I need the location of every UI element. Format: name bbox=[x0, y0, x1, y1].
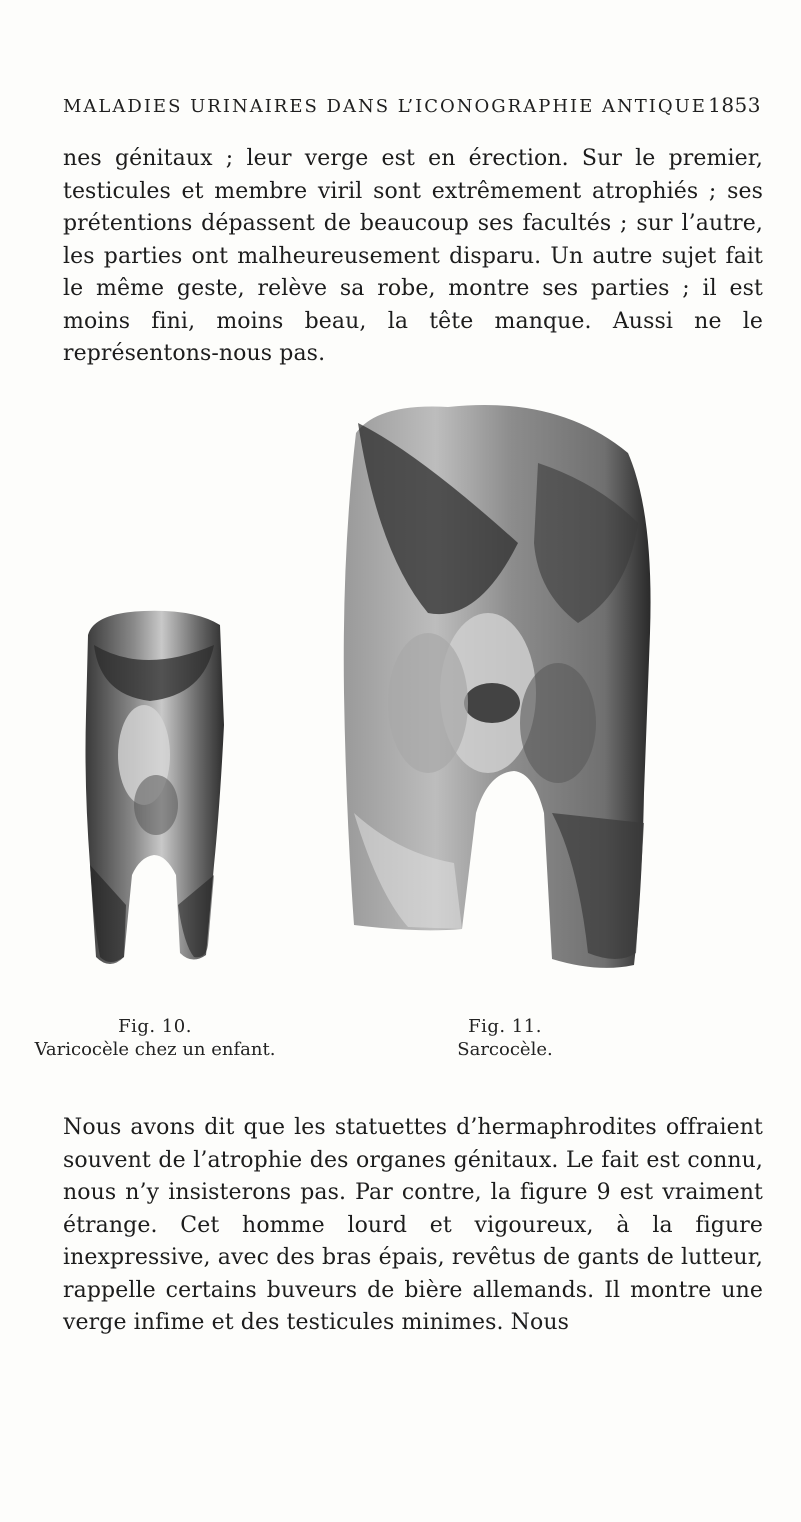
figure-10-caption bbox=[30, 1015, 280, 1061]
running-title: MALADIES URINAIRES DANS L’ICONOGRAPHIE ANTIQUE bbox=[63, 96, 707, 117]
figure-10-number: Fig. 10. bbox=[118, 1016, 192, 1037]
figure-11-text: Sarcocèle. bbox=[457, 1039, 553, 1060]
page-number: 1853 bbox=[708, 93, 761, 117]
figure-11-number: Fig. 11. bbox=[468, 1016, 542, 1037]
paragraph-1: nes génitaux ; leur verge est en érection. Sur le premier, testicules et membre viril sont extrêmement atrophiés ; ses prétentions dépassent de beaucoup ses facultés ; sur l’autre, les parties ont malheureusement disparu. Un autre sujet fait le même geste, relève sa robe, montre ses parties ; il est moins fini, moins beau, la tête manque. Aussi ne le représentons-nous pas. bbox=[63, 146, 763, 366]
figure-10-text: Varicocèle chez un enfant. bbox=[34, 1039, 276, 1060]
running-header bbox=[63, 93, 761, 117]
figure-10-photo bbox=[74, 605, 228, 975]
figure-11-caption bbox=[340, 1015, 670, 1061]
figure-11-photo bbox=[338, 393, 658, 973]
paragraph-2: Nous avons dit que les statuettes d’hermaphrodites offraient souvent de l’atrophie des organes génitaux. Le fait est connu, nous n’y insisterons pas. Par contre, la figure 9 est vraiment étrange. Cet homme lourd et vigoureux, à la figure inexpressive, avec des bras épais, revêtus de gants de lutteur, rappelle certains buveurs de bière allemands. Il montre une verge infime et des testicules minimes. Nous bbox=[63, 1115, 763, 1335]
